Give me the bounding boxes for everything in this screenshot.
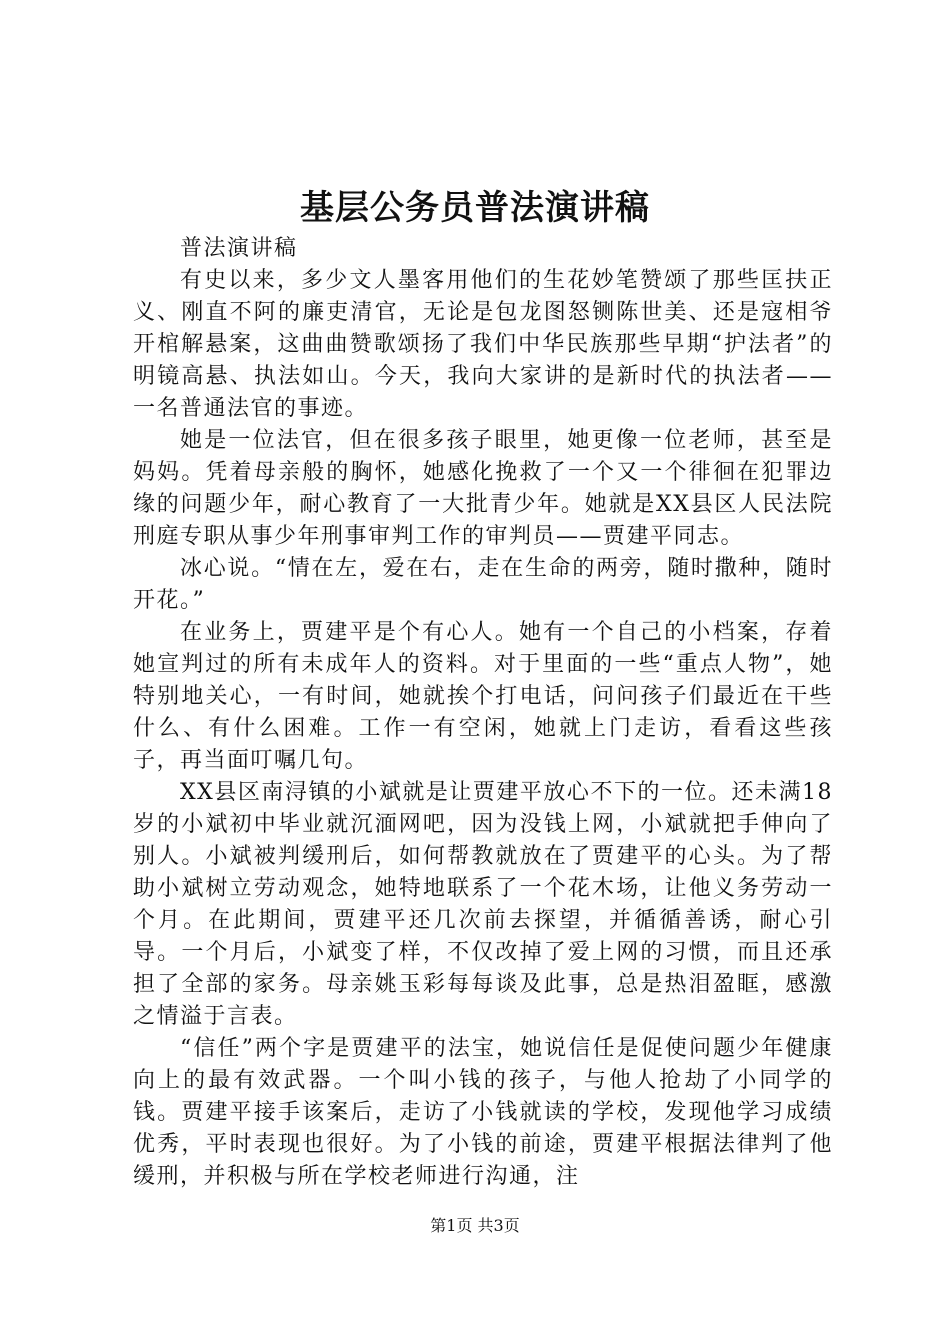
paragraph: 在业务上，贾建平是个有心人。她有一个自己的小档案，存着她宣判过的所有未成年人的资料。对于里面的一些“重点人物”，她特别地关心，一有时间，她就挨个打电话，问问孩子们最近在干些什么、有什么困难。工作一有空闲，她就上门走访，看看这些孩子，再当面叮嘱几句。 [133, 620, 833, 773]
page-footer: 第1页 共3页 [430, 1216, 520, 1235]
paragraph: 有史以来，多少文人墨客用他们的生花妙笔赞颂了那些匡扶正义、刚直不阿的廉吏清官，无论是包龙图怒铡陈世美、还是寇相爷开棺解悬案，这曲曲赞歌颂扬了我们中华民族那些早期“护法者”的明镜高悬、执法如山。今天，我向大家讲的是新时代的执法者——一名普通法官的事迹。 [133, 268, 833, 421]
document-body [133, 233, 833, 1193]
paragraph-subtitle: 普法演讲稿 [180, 236, 298, 261]
paragraph: XX县区南浔镇的小斌就是让贾建平放心不下的一位。还未满18岁的小斌初中毕业就沉湎网吧，因为没钱上网，小斌就把手伸向了别人。小斌被判缓刑后，如何帮教就放在了贾建平的心头。为了帮助小斌树立劳动观念，她特地联系了一个花木场，让他义务劳动一个月。在此期间，贾建平还几次前去探望，并循循善诱，耐心引导。一个月后，小斌变了样，不仅改掉了爱上网的习惯，而且还承担了全部的家务。母亲姚玉彩每每谈及此事，总是热泪盈眶，感激之情溢于言表。 [133, 780, 833, 1029]
document-title: 基层公务员普法演讲稿 [300, 188, 650, 228]
paragraph: “信任”两个字是贾建平的法宝，她说信任是促使问题少年健康向上的最有效武器。一个叫小钱的孩子，与他人抢劫了小同学的钱。贾建平接手该案后，走访了小钱就读的学校，发现他学习成绩优秀，平时表现也很好。为了小钱的前途，贾建平根据法律判了他缓刑，并积极与所在学校老师进行沟通，注 [133, 1036, 833, 1189]
paragraph: 冰心说。“情在左，爱在右，走在生命的两旁，随时撒种，随时开花。” [133, 556, 833, 613]
paragraph: 她是一位法官，但在很多孩子眼里，她更像一位老师，甚至是妈妈。凭着母亲般的胸怀，她感化挽救了一个又一个徘徊在犯罪边缘的问题少年，耐心教育了一大批青少年。她就是XX县区人民法院刑庭专职从事少年刑事审判工作的审判员——贾建平同志。 [133, 428, 833, 549]
